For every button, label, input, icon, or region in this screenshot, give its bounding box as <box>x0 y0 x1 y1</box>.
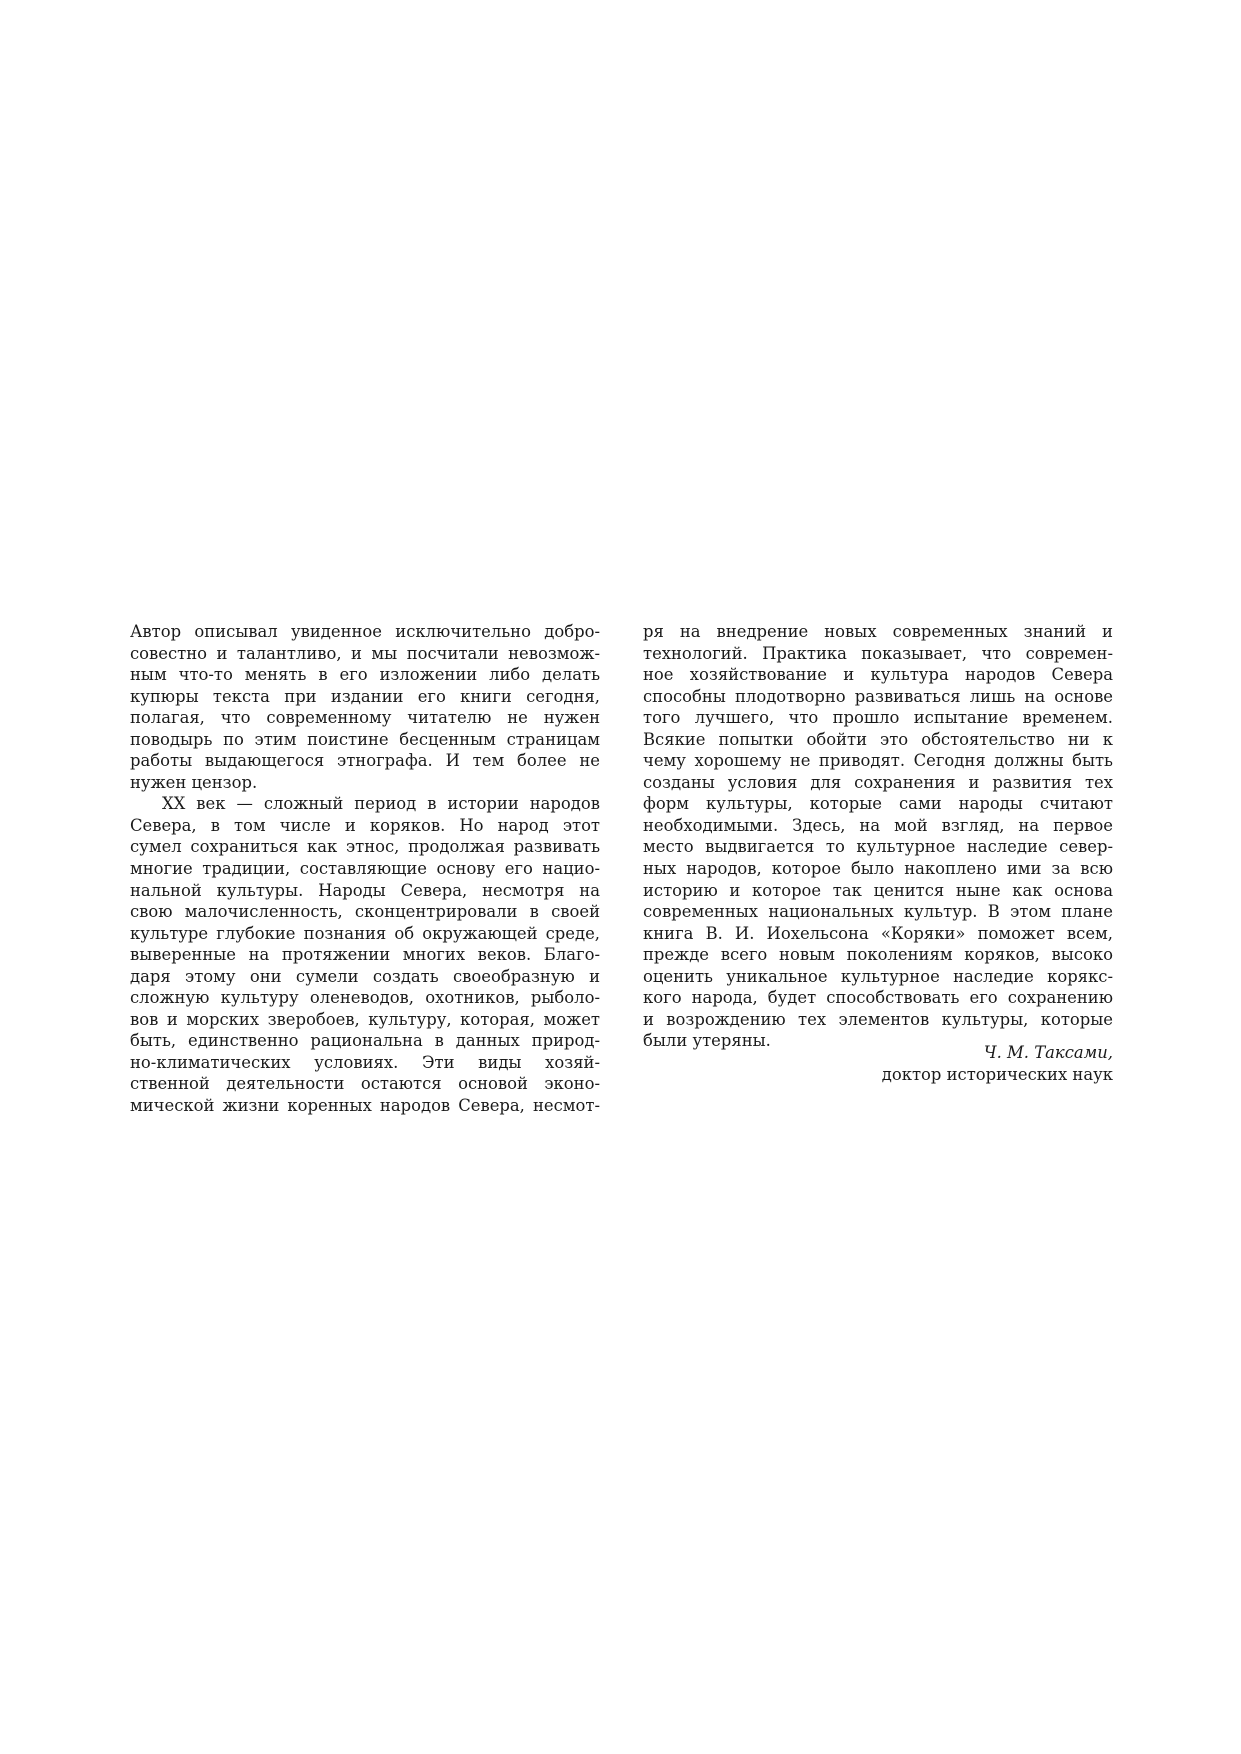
text-line: быть, единственно рациональна в данных природ- <box>130 1031 600 1051</box>
text-line: прежде всего новым поколениям коряков, высоко <box>643 945 1113 965</box>
text-line: но-климатических условиях. Эти виды хозяй- <box>130 1052 600 1072</box>
right-text-column <box>643 621 1113 1052</box>
text-line: купюры текста при издании его книги сегодня, <box>130 686 600 706</box>
text-line: свою малочисленность, сконцентрировали в своей <box>130 902 600 922</box>
text-line: культуре глубокие познания об окружающей среде, <box>130 923 600 943</box>
text-line: сумел сохраниться как этнос, продолжая развивать <box>130 837 600 857</box>
author-signature <box>643 1042 1113 1086</box>
text-line: созданы условия для сохранения и развития тех <box>643 772 1113 792</box>
text-line: необходимыми. Здесь, на мой взгляд, на первое <box>643 815 1113 835</box>
text-line: ря на внедрение новых современных знаний и <box>643 622 1113 641</box>
text-line: были утеряны. <box>643 1031 771 1051</box>
text-line: многие традиции, составляющие основу его нацио- <box>130 859 600 879</box>
text-line: вов и морских зверобоев, культуру, которая, может <box>130 1009 600 1029</box>
text-line: ное хозяйствование и культура народов Севера <box>643 665 1113 685</box>
text-line: нальной культуры. Народы Севера, несмотря на <box>130 880 600 900</box>
signature-name: Ч. М. Таксами, <box>983 1043 1113 1062</box>
text-line: совестно и талантливо, и мы посчитали невозмож- <box>130 643 600 663</box>
text-line: нужен цензор. <box>130 772 258 792</box>
text-line: современных национальных культур. В этом плане <box>643 902 1113 922</box>
text-line: место выдвигается то культурное наследие север- <box>643 837 1113 857</box>
text-line: работы выдающегося этнографа. И тем более не <box>130 751 600 771</box>
text-line: мической жизни коренных народов Севера, несмот- <box>130 1096 600 1116</box>
text-line: и возрождению тех элементов культуры, которые <box>643 1009 1113 1029</box>
text-line: Севера, в том числе и коряков. Но народ этот <box>130 815 600 835</box>
text-line: оценить уникальное культурное наследие корякс- <box>643 966 1113 986</box>
text-line: способны плодотворно развиваться лишь на основе <box>643 686 1113 706</box>
signature-title: доктор исторических наук <box>881 1065 1113 1084</box>
text-line: ным что-то менять в его изложении либо делать <box>130 665 600 685</box>
text-line: кого народа, будет способствовать его сохранению <box>643 988 1113 1008</box>
text-line: историю и которое так ценится ныне как основа <box>643 880 1113 900</box>
text-line: книга В. И. Иохельсона «Коряки» поможет всем, <box>643 923 1113 943</box>
text-line: ных народов, которое было накоплено ими за всю <box>643 859 1113 879</box>
text-line: чему хорошему не приводят. Сегодня должны быть <box>643 751 1113 771</box>
text-line: того лучшего, что прошло испытание временем. <box>643 708 1113 728</box>
left-text-column <box>130 621 600 1117</box>
text-line: выверенные на протяжении многих веков. Благо- <box>130 945 600 965</box>
text-line: технологий. Практика показывает, что современ- <box>643 643 1113 663</box>
text-line: полагая, что современному читателю не нужен <box>130 708 600 728</box>
text-line: ственной деятельности остаются основой эконо- <box>130 1074 600 1094</box>
text-line: XX век — сложный период в истории народов <box>162 794 600 814</box>
text-line: форм культуры, которые сами народы считают <box>643 794 1113 814</box>
text-line: Всякие попытки обойти это обстоятельство ни к <box>643 729 1113 749</box>
text-line: поводырь по этим поистине бесценным страницам <box>130 729 600 749</box>
text-line: даря этому они сумели создать своеобразную и <box>130 966 600 986</box>
text-line: Автор описывал увиденное исключительно добро- <box>130 622 600 641</box>
text-line: сложную культуру оленеводов, охотников, рыболо- <box>130 988 600 1008</box>
